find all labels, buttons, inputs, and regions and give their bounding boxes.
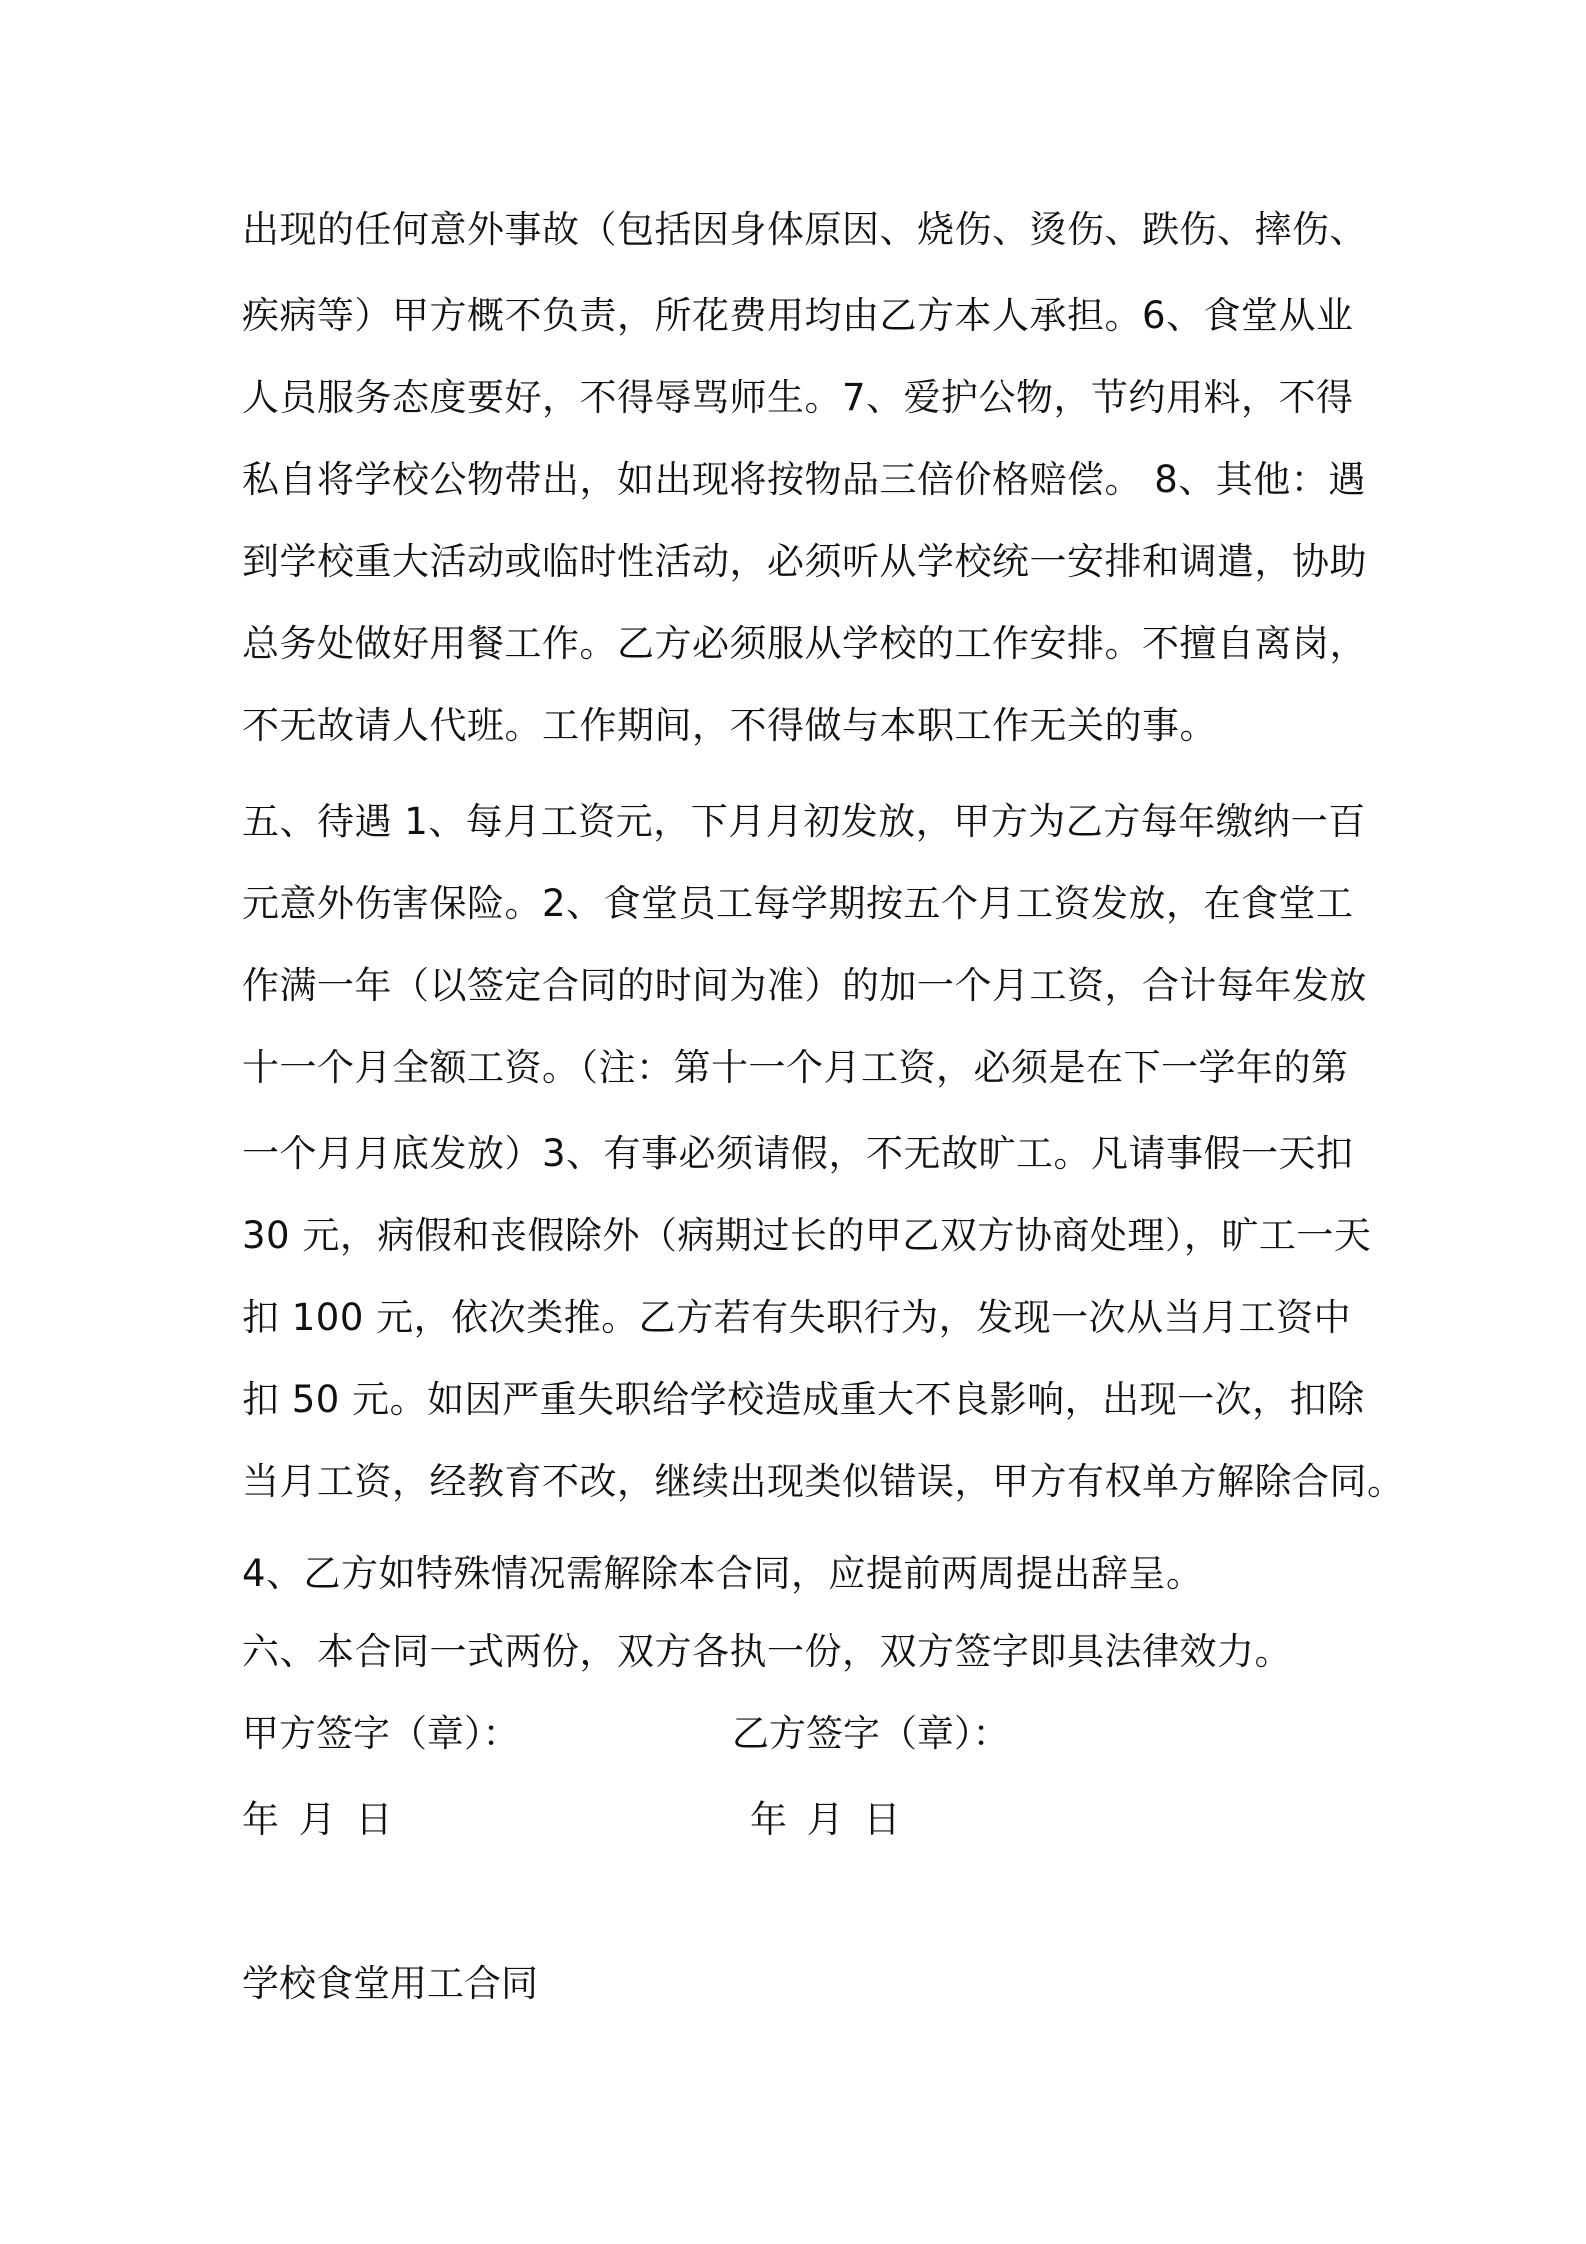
party-b-date: 年 月 日 <box>750 1798 901 1841</box>
party-b-signature-label: 乙方签字（章）： <box>732 1712 1010 1755</box>
paragraph-line: 扣 100 元，依次类推。乙方若有失职行为，发现一次从当月工资中 <box>242 1296 1352 1339</box>
paragraph-line: 人员服务态度要好，不得辱骂师生。7、爱护公物，节约用料，不得 <box>242 376 1354 419</box>
paragraph-line: 私自将学校公物带出，如出现将按物品三倍价格赔偿。 8、其他：遇 <box>242 458 1366 501</box>
paragraph-line: 五、待遇 1、每月工资元，下月月初发放，甲方为乙方每年缴纳一百 <box>242 800 1366 843</box>
party-a-date: 年 月 日 <box>242 1798 393 1841</box>
party-a-signature-label: 甲方签字（章）： <box>242 1712 520 1755</box>
paragraph-line: 当月工资，经教育不改，继续出现类似错误，甲方有权单方解除合同。 <box>242 1460 1405 1503</box>
paragraph-line: 4、乙方如特殊情况需解除本合同，应提前两周提出辞呈。 <box>242 1552 1204 1595</box>
next-document-title: 学校食堂用工合同 <box>242 1962 538 2005</box>
paragraph-line: 30 元，病假和丧假除外（病期过长的甲乙双方协商处理），旷工一天 <box>242 1214 1372 1257</box>
paragraph-line: 扣 50 元。如因严重失职给学校造成重大不良影响，出现一次，扣除 <box>242 1378 1365 1421</box>
paragraph-line: 出现的任何意外事故（包括因身体原因、烧伤、烫伤、跌伤、摔伤、 <box>242 208 1367 251</box>
paragraph-line: 疾病等）甲方概不负责，所花费用均由乙方本人承担。6、食堂从业 <box>242 294 1354 337</box>
paragraph-line: 元意外伤害保险。2、食堂员工每学期按五个月工资发放，在食堂工 <box>242 882 1354 925</box>
paragraph-line: 作满一年（以签定合同的时间为准）的加一个月工资，合计每年发放 <box>242 964 1367 1007</box>
paragraph-line: 到学校重大活动或临时性活动，必须听从学校统一安排和调遣，协助 <box>242 540 1367 583</box>
paragraph-line: 总务处做好用餐工作。乙方必须服从学校的工作安排。不擅自离岗， <box>242 622 1367 665</box>
paragraph-line: 十一个月全额工资。（注：第十一个月工资，必须是在下一学年的第 <box>242 1046 1349 1089</box>
paragraph-line: 六、本合同一式两份，双方各执一份，双方签字即具法律效力。 <box>242 1630 1292 1673</box>
paragraph-line: 一个月月底发放）3、有事必须请假，不无故旷工。凡请事假一天扣 <box>242 1132 1354 1175</box>
paragraph-line: 不无故请人代班。工作期间，不得做与本职工作无关的事。 <box>242 704 1217 747</box>
